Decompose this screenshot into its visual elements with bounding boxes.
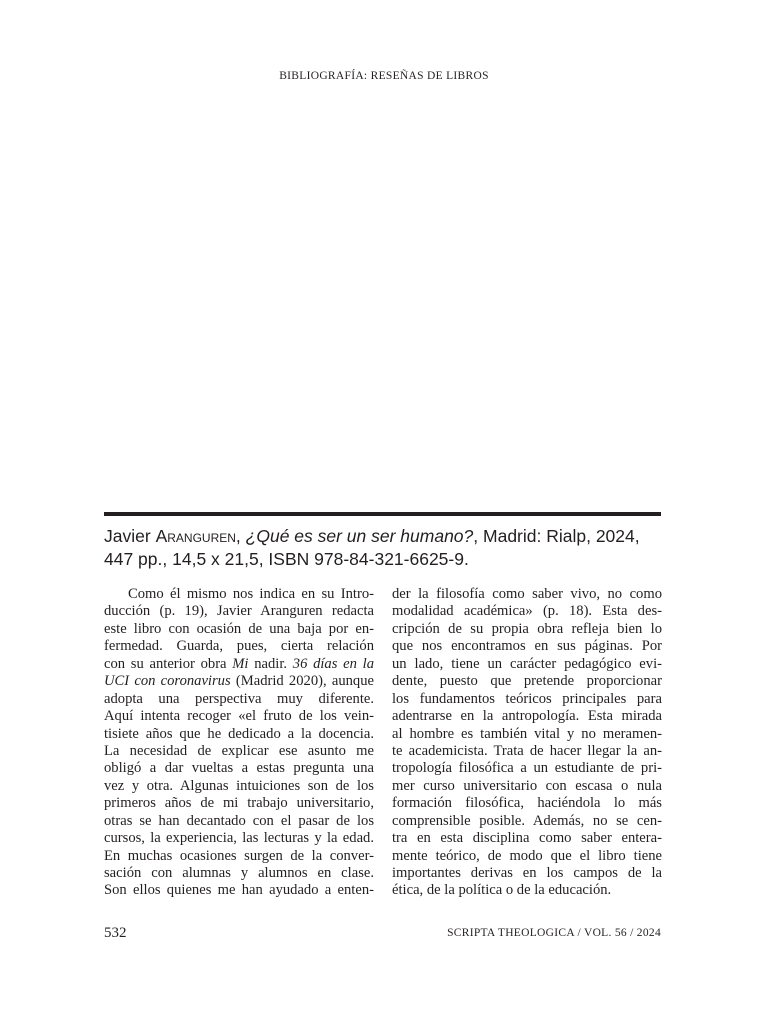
text-line: vez y otra. Algunas intuiciones son de los	[104, 777, 374, 794]
right-column	[392, 586, 662, 900]
text-line: tisiete años que he dedicado a la docencia.	[104, 725, 374, 742]
text-line: mer curso universitario con escasa o nula	[392, 777, 662, 794]
book-title-italic: 36 días en la	[292, 655, 374, 672]
text-line: comprensible posible. Además, no se cen-	[392, 812, 662, 829]
text-line: cripción de su propia obra refleja bien lo	[392, 620, 662, 637]
text-line: primeros años de mi trabajo universitario,	[104, 795, 374, 812]
text-line: los fundamentos teóricos principales para	[392, 690, 662, 707]
text-line: der la filosofía como saber vivo, no como	[392, 586, 662, 602]
text-line: importantes derivas en los campos de la	[392, 865, 662, 881]
text-line: otras se han decantado con el pasar de los	[104, 812, 374, 829]
book-title: ¿Qué es ser un ser humano?	[245, 526, 474, 546]
text-line: modalidad académica» (p. 18). Esta des-	[392, 603, 662, 620]
text-line: sación con alumnas y alumnos en clase.	[104, 865, 374, 881]
text-line: al hombre es también vital y no meramen-	[392, 725, 662, 742]
text-line: obligó a dar vueltas a estas pregunta una	[104, 760, 374, 777]
book-title-italic: Mi	[232, 655, 249, 672]
reference-line-1: Javier Aranguren, ¿Qué es ser un ser humano?, Madrid: Rialp, 2024,	[104, 526, 640, 546]
running-head: BIBLIOGRAFÍA: RESEÑAS DE LIBROS	[279, 70, 489, 82]
text-line: dente, puesto que pretende proporcionar	[392, 673, 662, 690]
text-line	[104, 656, 374, 673]
text-line: tropología filosófica a un estudiante de pri-	[392, 760, 662, 777]
text-line: tra en esta disciplina como saber entera-	[392, 830, 662, 847]
text-segment: nadir.	[248, 655, 293, 672]
text-line: ducción (p. 19), Javier Aranguren redacta	[104, 603, 374, 620]
text-line: que nos encontramos en sus páginas. Por	[392, 638, 662, 655]
text-line: adentrarse en la antropología. Esta mirada	[392, 708, 662, 725]
text-segment: con su anterior obra	[104, 655, 233, 672]
page-number: 532	[104, 925, 127, 941]
text-line: cursos, la experiencia, las lecturas y la edad.	[104, 830, 374, 847]
text-line: Son ellos quienes me han ayudado a enten-	[104, 882, 374, 899]
text-line: En muchas ocasiones surgen de la conver-	[104, 847, 374, 864]
text-line: La necesidad de explicar ese asunto me	[104, 742, 374, 759]
book-title-italic: UCI con coronavirus	[104, 673, 231, 690]
left-column	[104, 586, 374, 900]
author-first-name: Javier	[104, 526, 151, 546]
book-reference	[104, 525, 664, 571]
book-details: 447 pp., 14,5 x 21,5, ISBN 978-84-321-6625-9.	[104, 549, 469, 569]
text-line: Aquí intenta recoger «el fruto de los vein-	[104, 708, 374, 725]
text-line: este libro con ocasión de una baja por en-	[104, 620, 374, 637]
text-segment: (Madrid 2020), aunque	[230, 673, 374, 690]
text-line: fermedad. Guarda, pues, cierta relación	[104, 638, 374, 655]
text-line: ética, de la política o de la educación.	[392, 882, 612, 899]
text-line: un lado, tiene un carácter pedagógico evi-	[392, 655, 662, 672]
book-publisher: , Madrid: Rialp, 2024,	[473, 526, 640, 546]
author-last-name: Aranguren	[155, 526, 236, 546]
text-line: formación filosófica, haciéndola lo más	[392, 795, 662, 812]
section-rule	[104, 512, 661, 516]
journal-footer: SCRIPTA THEOLOGICA / VOL. 56 / 2024	[447, 927, 661, 939]
text-line	[104, 673, 374, 690]
text-line: mente teórico, de modo que el libro tiene	[392, 847, 662, 864]
text-line: Como él mismo nos indica en su Intro-	[128, 586, 374, 602]
text-line: te academicista. Trata de hacer llegar la an-	[392, 742, 662, 759]
text-line: adopta una perspectiva muy diferente.	[104, 690, 374, 707]
